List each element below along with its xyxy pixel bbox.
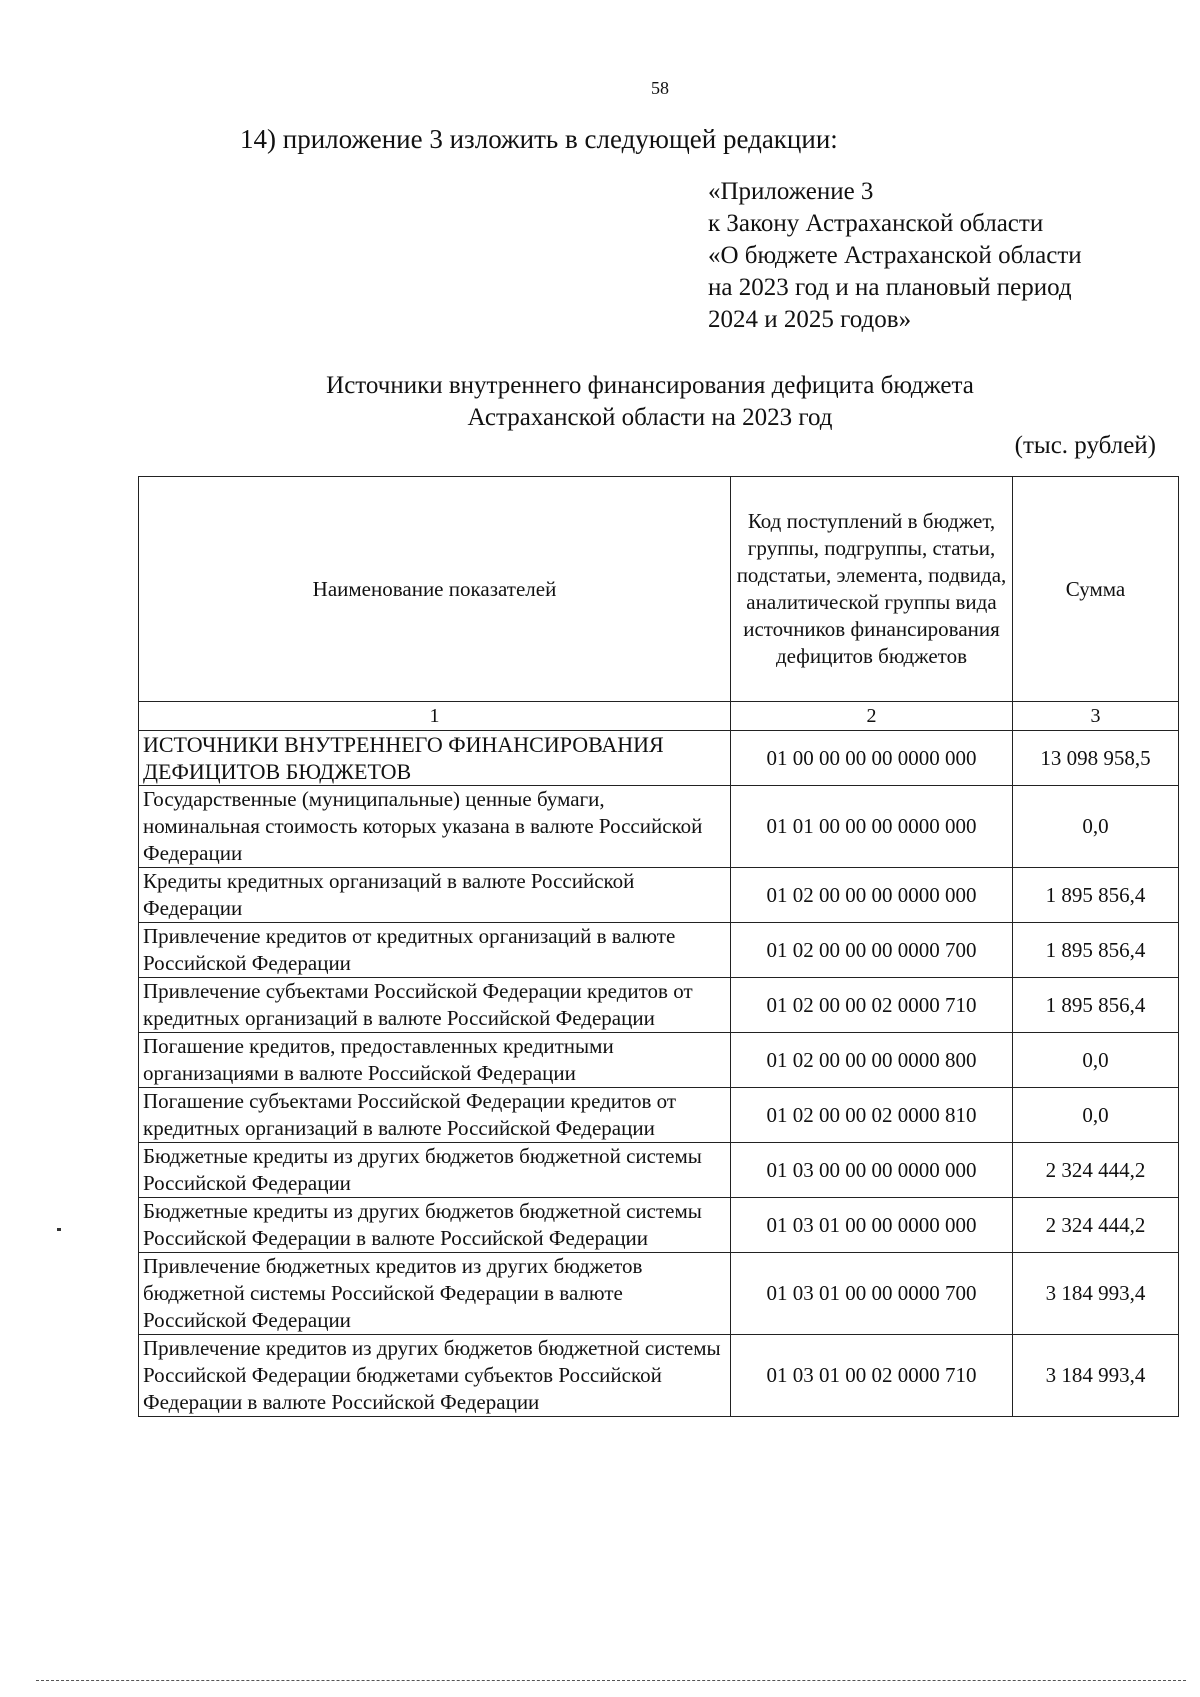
- table-title: [200, 370, 1100, 434]
- row-name: Бюджетные кредиты из других бюджетов бюджетной системы Российской Федерации в валюте Российской Федерации: [139, 1198, 731, 1253]
- row-code: 01 02 00 00 02 0000 710: [731, 978, 1013, 1033]
- appendix-line: «Приложение 3: [708, 178, 874, 205]
- row-sum: 2 324 444,2: [1013, 1143, 1179, 1198]
- row-name: ИСТОЧНИКИ ВНУТРЕННЕГО ФИНАНСИРОВАНИЯ ДЕФИЦИТОВ БЮДЖЕТОВ: [139, 731, 731, 786]
- financing-sources-table: [138, 476, 1179, 1417]
- row-code: 01 03 00 00 00 0000 000: [731, 1143, 1013, 1198]
- column-number-row: [139, 702, 1179, 731]
- row-code: 01 03 01 00 02 0000 710: [731, 1335, 1013, 1417]
- header-sum: Сумма: [1013, 477, 1179, 702]
- table-row: [139, 786, 1179, 868]
- row-sum: 1 895 856,4: [1013, 868, 1179, 923]
- row-sum: 1 895 856,4: [1013, 923, 1179, 978]
- row-sum: 1 895 856,4: [1013, 978, 1179, 1033]
- row-name: Кредиты кредитных организаций в валюте Российской Федерации: [139, 868, 731, 923]
- table-row: [139, 1335, 1179, 1417]
- row-name: Государственные (муниципальные) ценные бумаги, номинальная стоимость которых указана в валюте Российской Федерации: [139, 786, 731, 868]
- row-code: 01 02 00 00 00 0000 000: [731, 868, 1013, 923]
- row-sum: 3 184 993,4: [1013, 1335, 1179, 1417]
- appendix-line: 2024 и 2025 годов»: [708, 306, 912, 333]
- row-code: 01 01 00 00 00 0000 000: [731, 786, 1013, 868]
- table-title-line: Источники внутреннего финансирования дефицита бюджета: [326, 372, 974, 399]
- row-sum: 0,0: [1013, 786, 1179, 868]
- row-sum: 3 184 993,4: [1013, 1253, 1179, 1335]
- appendix-line: «О бюджете Астраханской области: [708, 242, 1082, 269]
- column-number: 1: [139, 702, 731, 731]
- row-code: 01 00 00 00 00 0000 000: [731, 731, 1013, 786]
- row-name: Бюджетные кредиты из других бюджетов бюджетной системы Российской Федерации: [139, 1143, 731, 1198]
- row-code: 01 03 01 00 00 0000 700: [731, 1253, 1013, 1335]
- header-code: Код поступлений в бюджет, группы, подгруппы, статьи, подстатьи, элемента, подвида, аналитической группы вида источников финансирования дефицитов бюджетов: [731, 477, 1013, 702]
- row-sum: 13 098 958,5: [1013, 731, 1179, 786]
- table-row: [139, 1198, 1179, 1253]
- row-code: 01 03 01 00 00 0000 000: [731, 1198, 1013, 1253]
- table-header-row: [139, 477, 1179, 702]
- header-name: Наименование показателей: [139, 477, 731, 702]
- column-number: 3: [1013, 702, 1179, 731]
- row-sum: 2 324 444,2: [1013, 1198, 1179, 1253]
- column-number: 2: [731, 702, 1013, 731]
- table-row: [139, 923, 1179, 978]
- table-row: [139, 978, 1179, 1033]
- table-title-line: Астраханской области на 2023 год: [467, 404, 833, 431]
- appendix-reference: [708, 176, 1082, 336]
- table-row: [139, 1253, 1179, 1335]
- scan-speck: [57, 1228, 61, 1231]
- units-label: (тыс. рублей): [1014, 432, 1156, 459]
- table-row: [139, 1088, 1179, 1143]
- row-sum: 0,0: [1013, 1033, 1179, 1088]
- row-name: Привлечение кредитов из других бюджетов бюджетной системы Российской Федерации бюджетами субъектов Российской Федерации в валюте Российской Федерации: [139, 1335, 731, 1417]
- row-code: 01 02 00 00 00 0000 700: [731, 923, 1013, 978]
- row-name: Привлечение бюджетных кредитов из других бюджетов бюджетной системы Российской Федерации в валюте Российской Федерации: [139, 1253, 731, 1335]
- table-row: [139, 868, 1179, 923]
- table-row: [139, 1143, 1179, 1198]
- row-name: Погашение субъектами Российской Федерации кредитов от кредитных организаций в валюте Российской Федерации: [139, 1088, 731, 1143]
- page-bottom-rule: [36, 1680, 1186, 1681]
- row-name: Погашение кредитов, предоставленных кредитными организациями в валюте Российской Федерации: [139, 1033, 731, 1088]
- table-row: [139, 1033, 1179, 1088]
- appendix-line: к Закону Астраханской области: [708, 210, 1044, 237]
- row-code: 01 02 00 00 00 0000 800: [731, 1033, 1013, 1088]
- row-name: Привлечение субъектами Российской Федерации кредитов от кредитных организаций в валюте Российской Федерации: [139, 978, 731, 1033]
- table-row: [139, 731, 1179, 786]
- row-name: Привлечение кредитов от кредитных организаций в валюте Российской Федерации: [139, 923, 731, 978]
- row-code: 01 02 00 00 02 0000 810: [731, 1088, 1013, 1143]
- amendment-instruction: 14) приложение 3 изложить в следующей редакции:: [240, 124, 838, 154]
- appendix-line: на 2023 год и на плановый период: [708, 274, 1072, 301]
- page-number: 58: [651, 78, 669, 98]
- row-sum: 0,0: [1013, 1088, 1179, 1143]
